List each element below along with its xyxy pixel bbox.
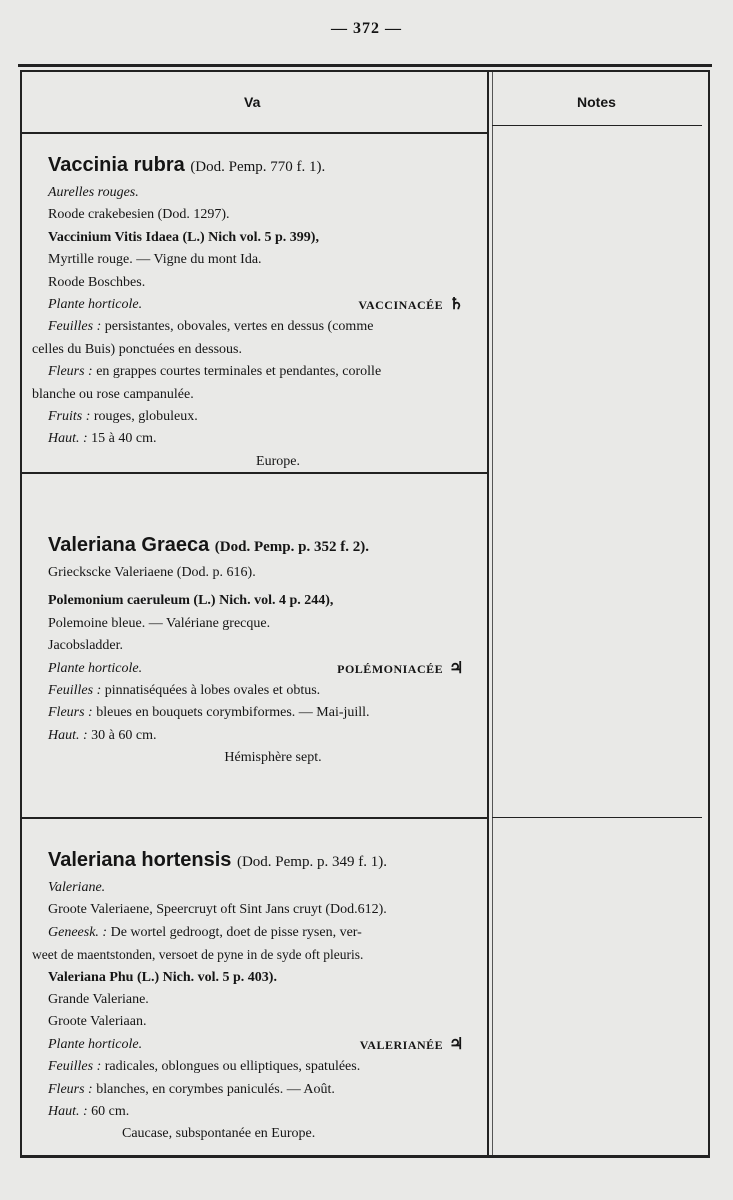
medicinal-label: Geneesk. :: [48, 924, 108, 940]
top-rule: [18, 64, 712, 67]
medicinal-line: [32, 922, 484, 944]
entry-vaccinia-rubra: [32, 152, 484, 473]
table-frame: [20, 70, 710, 1158]
entry-title: [32, 152, 484, 180]
distribution: Europe.: [256, 453, 300, 469]
flowers-line: [32, 1079, 484, 1101]
entry-separator-1: [22, 472, 487, 474]
reference: (Dod. Pemp. 770 f. 1).: [190, 159, 326, 175]
flowers-label: Fleurs :: [48, 364, 93, 380]
column-header-notes: Notes: [577, 94, 616, 110]
height-label: Haut. :: [48, 1104, 88, 1120]
height-line: [32, 1101, 484, 1123]
common-name-nl: Grieckscke Valeriaene (Dod. p. 616).: [48, 565, 256, 580]
entry-title: [32, 532, 484, 560]
notes-separator-2: [492, 817, 702, 818]
common-name-fr-2: Grande Valeriane.: [48, 992, 149, 1008]
common-name-nl: Roode crakebesien (Dod. 1297).: [48, 207, 230, 223]
header-rule-right: [492, 125, 702, 126]
flowers-text: blanches, en corymbes paniculés. — Août.: [92, 1081, 335, 1097]
distribution: Caucase, subspontanée en Europe.: [122, 1126, 316, 1142]
height-text: 30 à 60 cm.: [87, 727, 157, 743]
leaves-label: Feuilles :: [48, 1059, 102, 1075]
family-label: [358, 294, 464, 316]
synonym: Polemonium caeruleum (L.) Nich. vol. 4 p. 244),: [48, 593, 334, 609]
species-name: Vaccinia rubra: [48, 154, 185, 176]
flowers-line: [32, 361, 484, 383]
plant-type-line: [32, 658, 484, 680]
height-label: Haut. :: [48, 727, 88, 743]
entry-valeriana-hortensis: [32, 847, 484, 1146]
medicinal-text: De wortel gedroogt, doet de pisse rysen, ver-: [107, 924, 362, 940]
flowers-text-cont: blanche ou rose campanulée.: [32, 386, 194, 402]
entry-valeriana-graeca: [32, 532, 484, 770]
family-label: [337, 658, 464, 680]
column-header-va: Va: [244, 94, 261, 110]
jupiter-symbol-icon: ♃: [449, 1035, 464, 1053]
synonym: Vaccinium Vitis Idaea (L.) Nich vol. 5 p. 399),: [48, 229, 319, 245]
family-name: VALERIANÉE: [359, 1037, 444, 1052]
fruits-text: rouges, globuleux.: [90, 409, 198, 425]
leaves-text-cont: celles du Buis) ponctuées en dessous.: [32, 341, 242, 357]
flowers-line: [32, 702, 484, 724]
plant-type: Plante horticole.: [48, 297, 143, 313]
synonym: Valeriana Phu (L.) Nich. vol. 5 p. 403).: [48, 969, 277, 985]
fruits-label: Fruits :: [48, 409, 91, 425]
fruits-line: [32, 406, 484, 428]
height-text: 15 à 40 cm.: [87, 431, 157, 447]
flowers-text: bleues en bouquets corymbiformes. — Mai-juill.: [92, 705, 370, 721]
reference: (Dod. Pemp. p. 349 f. 1).: [236, 854, 387, 870]
plant-type-line: [32, 1034, 484, 1056]
common-name-nl-2: Jacobsladder.: [48, 638, 124, 654]
common-name-nl: Groote Valeriaene, Speercruyt oft Sint Jans cruyt (Dod.612).: [48, 902, 387, 918]
height-line: [32, 725, 484, 747]
jupiter-symbol-icon: ♃: [449, 659, 464, 677]
species-name: Valeriana Graeca: [48, 534, 210, 556]
entry-title: [32, 847, 484, 875]
plant-type: Plante horticole.: [48, 660, 143, 676]
plant-type-line: [32, 294, 484, 316]
common-name-nl-2: Groote Valeriaan.: [48, 1014, 147, 1030]
common-name-fr: Valeriane.: [48, 880, 106, 895]
reference: (Dod. Pemp. p. 352 f. 2).: [214, 539, 369, 555]
height-line: [32, 428, 484, 450]
leaves-line: [32, 680, 484, 702]
common-name-fr: Aurelles rouges.: [48, 185, 139, 200]
leaves-line: [32, 1056, 484, 1078]
family-name: VACCINACÉE: [358, 298, 444, 313]
family-name: POLÉMONIACÉE: [337, 661, 444, 676]
header-rule-left: [22, 132, 487, 134]
common-name-fr-2: Myrtille rouge. — Vigne du mont Ida.: [48, 252, 262, 268]
distribution: Hémisphère sept.: [224, 750, 322, 766]
leaves-text: radicales, oblongues ou elliptiques, spatulées.: [101, 1059, 361, 1075]
height-label: Haut. :: [48, 431, 88, 447]
leaves-label: Feuilles :: [48, 319, 102, 335]
leaves-text: pinnatiséquées à lobes ovales et obtus.: [101, 683, 321, 699]
saturn-symbol-icon: ♄: [449, 296, 464, 314]
flowers-label: Fleurs :: [48, 1081, 93, 1097]
column-divider-inner: [492, 72, 493, 1155]
leaves-label: Feuilles :: [48, 683, 102, 699]
medicinal-text-cont: weet de maentstonden, versoet de pyne in de syde oft pleuris.: [32, 947, 364, 963]
flowers-label: Fleurs :: [48, 705, 93, 721]
family-label: [360, 1034, 464, 1056]
flowers-text: en grappes courtes terminales et pendantes, corolle: [92, 364, 382, 380]
species-name: Valeriana hortensis: [48, 849, 232, 871]
plant-type: Plante horticole.: [48, 1036, 143, 1052]
height-text: 60 cm.: [87, 1104, 130, 1120]
leaves-text: persistantes, obovales, vertes en dessus (comme: [101, 319, 374, 335]
column-divider: [487, 72, 489, 1155]
leaves-line: [32, 316, 484, 338]
page-number: — 372 —: [331, 20, 402, 37]
common-name-fr: Polemoine bleue. — Valériane grecque.: [48, 615, 271, 631]
common-name-nl-2: Roode Boschbes.: [48, 274, 146, 290]
entry-separator-2: [22, 817, 487, 819]
